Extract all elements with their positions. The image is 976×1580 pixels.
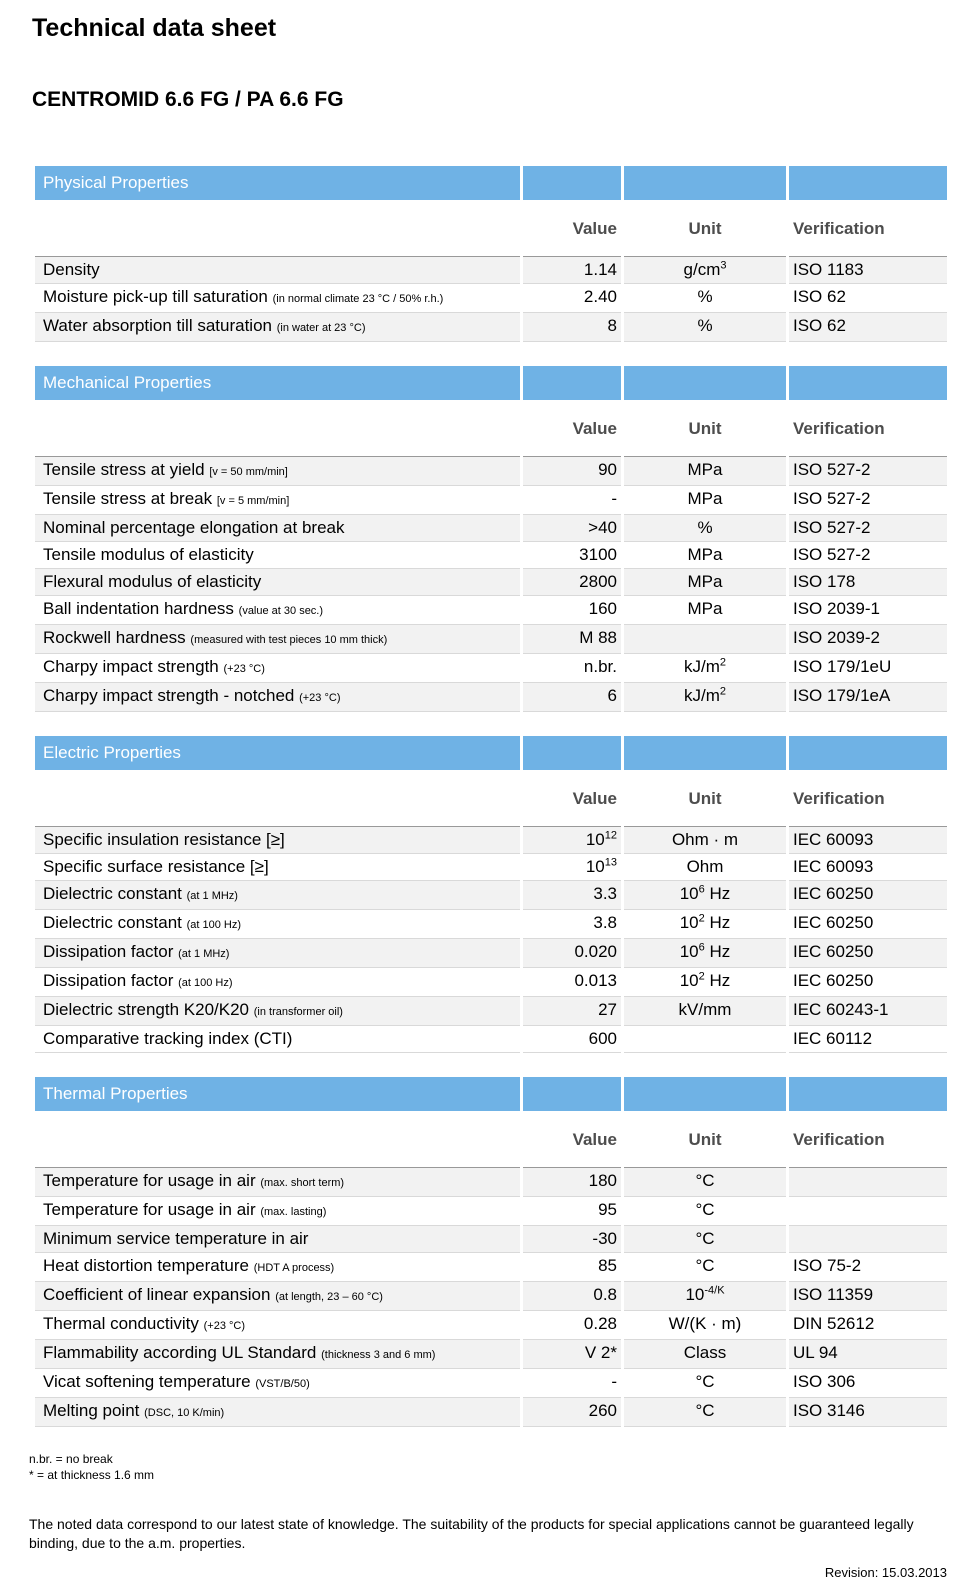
section-mechanical-properties xyxy=(35,366,976,712)
table-rows xyxy=(35,456,976,712)
property-verification: ISO 527-2 xyxy=(789,456,947,486)
property-unit: $10^6$ Hz xyxy=(624,881,786,910)
property-sublabel: (DSC, 10 K/min) xyxy=(144,1407,225,1419)
table-row xyxy=(35,569,947,596)
property-label: Temperature for usage in air (max. lasting) xyxy=(35,1197,520,1226)
table-rows xyxy=(35,256,976,342)
footnote-asterisk: * = at thickness 1.6 mm xyxy=(29,1468,155,1482)
section-header-cell xyxy=(523,166,621,200)
property-label: Coefficient of linear expansion (at length, 23 – 60 °C) xyxy=(35,1282,520,1311)
section-title: Mechanical Properties xyxy=(35,366,520,400)
column-header-unit: Unit xyxy=(688,219,722,238)
property-unit: Ohm xyxy=(624,854,786,881)
property-verification: ISO 179/1eU xyxy=(789,654,947,683)
column-header-spacer xyxy=(35,418,520,440)
column-header-verification: Verification xyxy=(793,219,885,238)
section-header-cell xyxy=(624,736,786,770)
property-verification: ISO 527-2 xyxy=(789,486,947,515)
property-unit: $kJ/m^2$ xyxy=(624,654,786,683)
property-value: - xyxy=(523,1369,621,1398)
column-header-verification: Verification xyxy=(793,1130,885,1149)
property-sublabel: (+23 °C) xyxy=(203,1320,246,1332)
property-value: 6 xyxy=(523,683,621,712)
section-header-cell xyxy=(789,166,947,200)
table-row xyxy=(35,997,947,1026)
table-row xyxy=(35,854,947,881)
property-verification: IEC 60250 xyxy=(789,881,947,910)
table-row xyxy=(35,1197,947,1226)
column-header-value: Value xyxy=(572,789,617,808)
property-sublabel: (HDT A process) xyxy=(253,1262,335,1274)
property-value: V 2* xyxy=(523,1340,621,1369)
section-header-bar xyxy=(35,1077,947,1111)
table-rows xyxy=(35,826,976,1053)
table-row xyxy=(35,939,947,968)
property-label: Specific insulation resistance [≥] xyxy=(35,826,520,854)
column-headers xyxy=(35,418,947,440)
section-electric-properties xyxy=(35,736,976,1053)
property-verification: ISO 2039-1 xyxy=(789,596,947,625)
technical-data-sheet xyxy=(0,14,976,1580)
table-row xyxy=(35,284,947,313)
property-label: Melting point (DSC, 10 K/min) xyxy=(35,1398,520,1427)
property-unit: MPa xyxy=(624,456,786,486)
table-row xyxy=(35,1340,947,1369)
section-header-bar xyxy=(35,736,947,770)
table-rows xyxy=(35,1167,976,1427)
property-label: Specific surface resistance [≥] xyxy=(35,854,520,881)
property-sublabel: (in transformer oil) xyxy=(253,1006,343,1018)
table-row xyxy=(35,515,947,542)
property-unit: °C xyxy=(624,1226,786,1253)
property-sublabel: (in water at 23 °C) xyxy=(276,322,366,334)
column-header-verification: Verification xyxy=(793,419,885,438)
property-verification: ISO 62 xyxy=(789,313,947,342)
property-value: 95 xyxy=(523,1197,621,1226)
property-verification: ISO 62 xyxy=(789,284,947,313)
property-unit: °C xyxy=(624,1197,786,1226)
property-unit: MPa xyxy=(624,486,786,515)
property-value: 260 xyxy=(523,1398,621,1427)
property-unit: % xyxy=(624,313,786,342)
property-verification: ISO 1183 xyxy=(789,256,947,284)
property-verification: ISO 3146 xyxy=(789,1398,947,1427)
property-sublabel: (at length, 23 – 60 °C) xyxy=(275,1291,383,1303)
column-header-verification: Verification xyxy=(793,789,885,808)
property-verification: IEC 60250 xyxy=(789,968,947,997)
property-value: 2800 xyxy=(523,569,621,596)
property-label: Water absorption till saturation (in water at 23 °C) xyxy=(35,313,520,342)
property-unit: MPa xyxy=(624,596,786,625)
table-row xyxy=(35,1026,947,1053)
property-unit: °C xyxy=(624,1398,786,1427)
property-unit: $10^2$ Hz xyxy=(624,968,786,997)
property-verification: IEC 60112 xyxy=(789,1026,947,1053)
section-header-bar xyxy=(35,366,947,400)
section-thermal-properties xyxy=(35,1077,976,1427)
column-headers xyxy=(35,788,947,810)
property-sublabel: [v = 5 mm/min] xyxy=(216,495,290,507)
table-row xyxy=(35,313,947,342)
property-value: 27 xyxy=(523,997,621,1026)
table-row xyxy=(35,1369,947,1398)
property-sublabel: (VST/B/50) xyxy=(255,1378,310,1390)
property-verification: UL 94 xyxy=(789,1340,947,1369)
property-value: 3.8 xyxy=(523,910,621,939)
property-unit: $10^2$ Hz xyxy=(624,910,786,939)
property-value: - xyxy=(523,486,621,515)
property-value: $10^{12}$ xyxy=(523,826,621,854)
property-label: Tensile stress at break [v = 5 mm/min] xyxy=(35,486,520,515)
table-row xyxy=(35,826,947,854)
property-label: Tensile stress at yield [v = 50 mm/min] xyxy=(35,456,520,486)
property-sections xyxy=(0,166,976,1427)
property-unit xyxy=(624,625,786,654)
property-verification xyxy=(789,1226,947,1253)
property-label: Flexural modulus of elasticity xyxy=(35,569,520,596)
property-value: n.br. xyxy=(523,654,621,683)
property-sublabel: (+23 °C) xyxy=(223,663,265,675)
property-unit: °C xyxy=(624,1369,786,1398)
column-header-unit: Unit xyxy=(688,1130,722,1149)
section-header-bar xyxy=(35,166,947,200)
property-sublabel: [v = 50 mm/min] xyxy=(209,466,288,478)
table-row xyxy=(35,625,947,654)
table-row xyxy=(35,1226,947,1253)
table-row xyxy=(35,1253,947,1282)
property-verification: ISO 178 xyxy=(789,569,947,596)
property-value: 0.8 xyxy=(523,1282,621,1311)
column-header-value: Value xyxy=(572,1130,617,1149)
property-value: 600 xyxy=(523,1026,621,1053)
property-label: Thermal conductivity (+23 °C) xyxy=(35,1311,520,1340)
property-value: $10^{13}$ xyxy=(523,854,621,881)
property-unit: $10^6$ Hz xyxy=(624,939,786,968)
section-header-cell xyxy=(624,1077,786,1111)
section-header-cell xyxy=(523,366,621,400)
property-label: Vicat softening temperature (VST/B/50) xyxy=(35,1369,520,1398)
property-unit: Class xyxy=(624,1340,786,1369)
property-sublabel: (value at 30 sec.) xyxy=(238,605,324,617)
disclaimer-text: The noted data correspond to our latest state of knowledge. The suitability of the products for special applications cannot be guaranteed legally binding, due to the a.m. properties. xyxy=(29,1516,914,1551)
property-verification xyxy=(789,1167,947,1197)
section-title: Thermal Properties xyxy=(35,1077,520,1111)
property-sublabel: (in normal climate 23 °C / 50% r.h.) xyxy=(272,293,444,305)
section-header-cell xyxy=(789,366,947,400)
footnote-nbr: n.br. = no break xyxy=(29,1452,113,1466)
property-unit: °C xyxy=(624,1167,786,1197)
table-row xyxy=(35,910,947,939)
property-verification: ISO 306 xyxy=(789,1369,947,1398)
column-headers xyxy=(35,218,947,240)
table-row xyxy=(35,1282,947,1311)
column-header-spacer xyxy=(35,788,520,810)
property-label: Dielectric strength K20/K20 (in transformer oil) xyxy=(35,997,520,1026)
column-header-spacer xyxy=(35,218,520,240)
product-name: CENTROMID 6.6 FG / PA 6.6 FG xyxy=(32,88,344,111)
property-sublabel: (at 100 Hz) xyxy=(178,977,233,989)
property-sublabel: (at 1 MHz) xyxy=(186,890,238,902)
table-row xyxy=(35,542,947,569)
property-label: Charpy impact strength (+23 °C) xyxy=(35,654,520,683)
property-value: -30 xyxy=(523,1226,621,1253)
table-row xyxy=(35,1398,947,1427)
column-headers xyxy=(35,1129,947,1151)
table-row xyxy=(35,596,947,625)
table-row xyxy=(35,881,947,910)
property-label: Charpy impact strength - notched (+23 °C) xyxy=(35,683,520,712)
property-verification: IEC 60243-1 xyxy=(789,997,947,1026)
property-value: 2.40 xyxy=(523,284,621,313)
property-verification: ISO 2039-2 xyxy=(789,625,947,654)
property-value: 0.28 xyxy=(523,1311,621,1340)
property-sublabel: (+23 °C) xyxy=(299,692,341,704)
section-header-cell xyxy=(789,1077,947,1111)
property-verification: IEC 60093 xyxy=(789,826,947,854)
property-label: Dissipation factor (at 1 MHz) xyxy=(35,939,520,968)
property-verification: ISO 527-2 xyxy=(789,515,947,542)
table-row xyxy=(35,968,947,997)
property-unit: % xyxy=(624,284,786,313)
property-value: 160 xyxy=(523,596,621,625)
property-label: Nominal percentage elongation at break xyxy=(35,515,520,542)
page-title: Technical data sheet xyxy=(32,14,277,42)
section-title: Physical Properties xyxy=(35,166,520,200)
property-value: 3100 xyxy=(523,542,621,569)
property-value: 0.020 xyxy=(523,939,621,968)
table-row xyxy=(35,486,947,515)
property-verification: IEC 60250 xyxy=(789,939,947,968)
property-label: Temperature for usage in air (max. short term) xyxy=(35,1167,520,1197)
property-verification: IEC 60093 xyxy=(789,854,947,881)
column-header-value: Value xyxy=(572,419,617,438)
section-title: Electric Properties xyxy=(35,736,520,770)
property-sublabel: (at 100 Hz) xyxy=(186,919,242,931)
property-verification: DIN 52612 xyxy=(789,1311,947,1340)
property-unit: MPa xyxy=(624,569,786,596)
property-label: Moisture pick-up till saturation (in normal climate 23 °C / 50% r.h.) xyxy=(35,284,520,313)
property-verification: ISO 11359 xyxy=(789,1282,947,1311)
table-row xyxy=(35,456,947,486)
property-value: 8 xyxy=(523,313,621,342)
property-label: Flammability according UL Standard (thickness 3 and 6 mm) xyxy=(35,1340,520,1369)
column-header-unit: Unit xyxy=(688,789,722,808)
property-value: 3.3 xyxy=(523,881,621,910)
property-unit: $g/cm^3$ xyxy=(624,256,786,284)
footnotes xyxy=(29,1451,976,1483)
property-label: Dielectric constant (at 1 MHz) xyxy=(35,881,520,910)
property-unit: % xyxy=(624,515,786,542)
property-label: Ball indentation hardness (value at 30 sec.) xyxy=(35,596,520,625)
property-unit: kV/mm xyxy=(624,997,786,1026)
column-header-unit: Unit xyxy=(688,419,722,438)
property-label: Minimum service temperature in air xyxy=(35,1226,520,1253)
property-label: Density xyxy=(35,256,520,284)
property-sublabel: (measured with test pieces 10 mm thick) xyxy=(190,634,388,646)
property-label: Heat distortion temperature (HDT A process) xyxy=(35,1253,520,1282)
property-verification xyxy=(789,1197,947,1226)
section-header-cell xyxy=(523,736,621,770)
property-value: M 88 xyxy=(523,625,621,654)
section-header-cell xyxy=(624,166,786,200)
table-row xyxy=(35,654,947,683)
property-value: 180 xyxy=(523,1167,621,1197)
property-label: Tensile modulus of elasticity xyxy=(35,542,520,569)
table-row xyxy=(35,1311,947,1340)
property-sublabel: (at 1 MHz) xyxy=(178,948,230,960)
property-verification: IEC 60250 xyxy=(789,910,947,939)
property-verification: ISO 75-2 xyxy=(789,1253,947,1282)
property-value: >40 xyxy=(523,515,621,542)
section-header-cell xyxy=(523,1077,621,1111)
property-sublabel: (thickness 3 and 6 mm) xyxy=(321,1349,436,1361)
column-header-value: Value xyxy=(572,219,617,238)
property-label: Dissipation factor (at 100 Hz) xyxy=(35,968,520,997)
property-value: 90 xyxy=(523,456,621,486)
property-unit xyxy=(624,1026,786,1053)
property-unit: MPa xyxy=(624,542,786,569)
property-label: Comparative tracking index (CTI) xyxy=(35,1026,520,1053)
property-unit: $kJ/m^2$ xyxy=(624,683,786,712)
property-value: 1.14 xyxy=(523,256,621,284)
table-row xyxy=(35,256,947,284)
property-sublabel: (max. lasting) xyxy=(260,1206,327,1218)
property-unit: $10^{-4/K}$ xyxy=(624,1282,786,1311)
column-header-spacer xyxy=(35,1129,520,1151)
property-verification: ISO 179/1eA xyxy=(789,683,947,712)
revision-date: Revision: 15.03.2013 xyxy=(824,1565,947,1580)
table-row xyxy=(35,1167,947,1197)
property-unit: W/(K · m) xyxy=(624,1311,786,1340)
section-header-cell xyxy=(624,366,786,400)
property-unit: Ohm · m xyxy=(624,826,786,854)
section-header-cell xyxy=(789,736,947,770)
table-row xyxy=(35,683,947,712)
property-label: Dielectric constant (at 100 Hz) xyxy=(35,910,520,939)
section-physical-properties xyxy=(35,166,976,342)
property-verification: ISO 527-2 xyxy=(789,542,947,569)
property-sublabel: (max. short term) xyxy=(260,1177,345,1189)
property-unit: °C xyxy=(624,1253,786,1282)
property-value: 0.013 xyxy=(523,968,621,997)
property-label: Rockwell hardness (measured with test pieces 10 mm thick) xyxy=(35,625,520,654)
property-value: 85 xyxy=(523,1253,621,1282)
